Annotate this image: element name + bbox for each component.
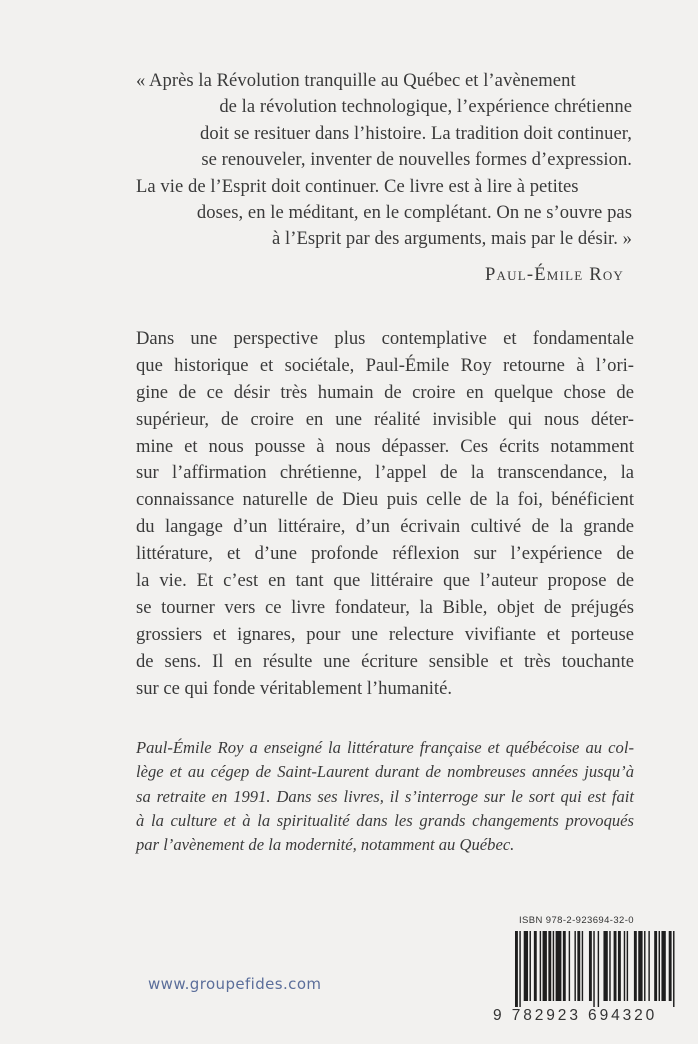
description-line: connaissance naturelle de Dieu puis celle de la foi, bénéficient [136,489,634,511]
quote-attribution [485,264,624,286]
description-line: la vie. Et c’est en tant que littéraire que l’auteur propose de [136,570,634,592]
description-line: Dans une perspective plus contemplative et fondamentale [136,328,634,349]
isbn-barcode [493,915,685,1035]
bio-line: à la culture et à la spiritualité dans les grands changements provoqués [136,810,634,830]
quote-line: de la révolution technologique, l’expérience chrétienne [219,96,632,118]
bio-line: Paul-Émile Roy a enseigné la littérature française et québécoise au col- [136,738,634,757]
description-line: de sens. Il en résulte une écriture sensible et très touchante [136,650,634,672]
bio-line: lège et au cégep de Saint-Laurent durant de nombreuses années jusqu’à [136,762,634,782]
description-line: gine de ce désir très humain de croire en quelque chose de [136,381,634,403]
quote-line: « Après la Révolution tranquille au Québec et l’avènement [136,70,576,91]
description-line: littérature, et d’une profonde réflexion sur l’expérience de [136,543,634,565]
isbn-label: ISBN 978-2-923694-32-0 [519,915,634,926]
description-line: sur l’affirmation chrétienne, l’appel de la transcendance, la [136,462,634,484]
bio-line: sa retraite en 1991. Dans ses livres, il s’interroge sur le sort qui est fait [136,786,634,806]
publisher-website[interactable]: www.groupefides.com [148,975,322,993]
author-quote [136,68,632,253]
description-line: mine et nous pousse à nous dépasser. Ces écrits notamment [136,435,634,457]
author-bio [136,736,634,857]
description-line: que historique et sociétale, Paul-Émile Roy retourne à l’ori- [136,354,634,376]
quote-line: doit se resituer dans l’histoire. La tradition doit continuer, [200,122,632,144]
description-line: du langage d’un littéraire, d’un écrivain cultivé de la grande [136,516,634,538]
quote-line: doses, en le méditant, en le complétant. On ne s’ouvre pas [196,201,632,223]
attribution-text: Paul-Émile Roy [484,264,624,285]
quote-line: La vie de l’Esprit doit continuer. Ce livre est à lire à petites [136,175,579,197]
book-description [136,326,634,702]
description-line: se tourner vers ce livre fondateur, la Bible, objet de préjugés [136,596,634,618]
description-line: grossiers et ignares, pour une relecture vivifiante et porteuse [136,623,634,645]
barcode-icon [493,931,685,1009]
description-line: supérieur, de croire en une réalité invisible qui nous déter- [136,408,634,430]
quote-line: se renouveler, inventer de nouvelles formes d’expression. [201,149,632,171]
barcode-number: 9 782923 694320 [493,1007,658,1024]
quote-line: à l’Esprit par des arguments, mais par le désir. » [272,228,632,250]
description-line: sur ce qui fonde véritablement l’humanité. [136,677,452,699]
bio-line: par l’avènement de la modernité, notamment au Québec. [136,835,515,855]
